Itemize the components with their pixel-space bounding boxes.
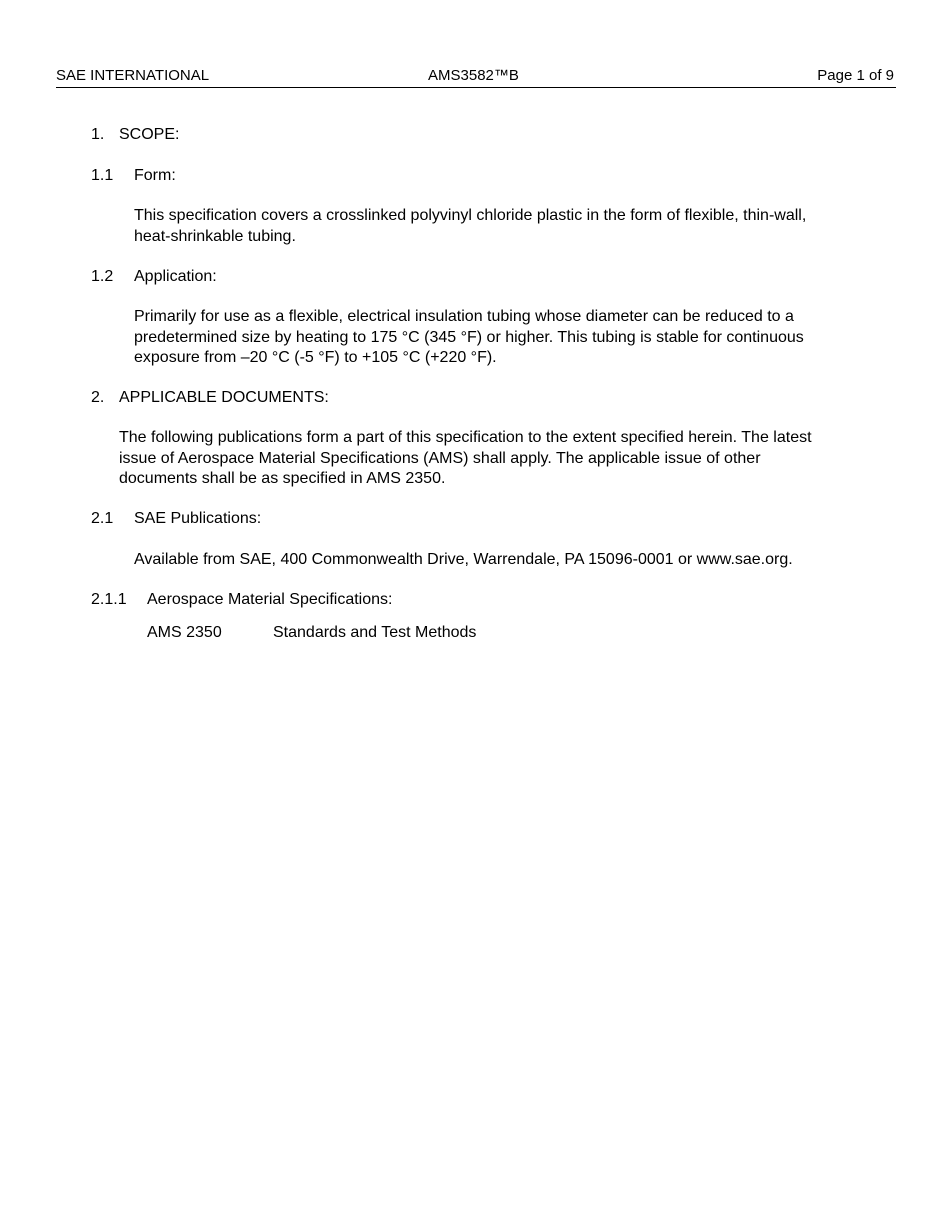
reference-description: Standards and Test Methods: [273, 624, 477, 641]
header-doc-id: AMS3582™B: [428, 67, 519, 84]
section-title: Application:: [134, 268, 217, 285]
body-line: documents shall be as specified in AMS 2350.: [119, 470, 446, 487]
section-title: APPLICABLE DOCUMENTS:: [119, 389, 329, 406]
section-number: 2.1: [91, 510, 114, 527]
header-org: SAE INTERNATIONAL: [56, 67, 210, 84]
section-number: 2.1.1: [91, 591, 127, 608]
section-1-2-body: [134, 307, 804, 369]
section-2-body: [119, 428, 812, 490]
body-line: The following publications form a part of this specification to the extent specified herein. The latest: [119, 429, 812, 446]
header-page-number: Page 1 of 9: [817, 67, 894, 84]
section-number: 1.1: [91, 167, 114, 184]
body-line: This specification covers a crosslinked polyvinyl chloride plastic in the form of flexible, thin-wall,: [134, 207, 807, 224]
section-title: Form:: [134, 167, 176, 184]
reference-code: AMS 2350: [147, 624, 222, 641]
section-title: SAE Publications:: [134, 510, 262, 527]
section-title: SCOPE:: [119, 126, 180, 143]
page-header: [56, 66, 896, 88]
section-1-1-body: [134, 206, 806, 247]
section-title: Aerospace Material Specifications:: [147, 591, 393, 608]
section-2-1-body: [134, 550, 793, 571]
section-number: 1.: [91, 126, 105, 143]
body-line: Available from SAE, 400 Commonwealth Drive, Warrendale, PA 15096-0001 or www.sae.org.: [134, 551, 793, 568]
section-number: 2.: [91, 389, 105, 406]
section-number: 1.2: [91, 268, 114, 285]
body-line: issue of Aerospace Material Specifications (AMS) shall apply. The applicable issue of other: [119, 449, 761, 467]
body-line: Primarily for use as a flexible, electrical insulation tubing whose diameter can be reduced to a: [134, 308, 794, 325]
body-line: heat-shrinkable tubing.: [134, 227, 296, 245]
body-line: exposure from –20 °C (-5 °F) to +105 °C (+220 °F).: [134, 349, 497, 366]
body-line: predetermined size by heating to 175 °C (345 °F) or higher. This tubing is stable for continuous: [134, 328, 804, 346]
